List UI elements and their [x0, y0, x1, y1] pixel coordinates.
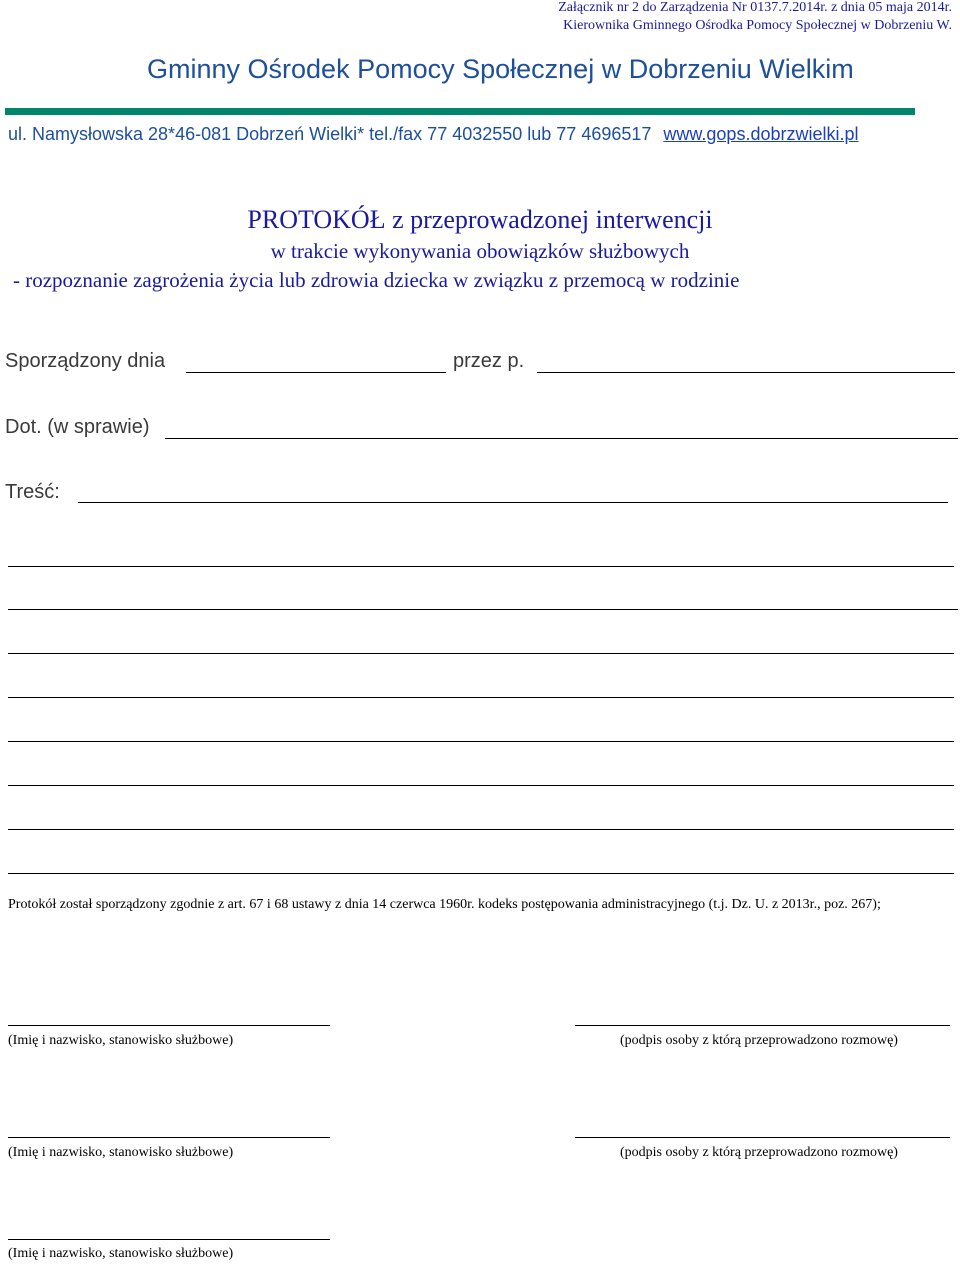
document-subtitle-2: - rozpoznanie zagrożenia życia lub zdrowia dziecka w związku z przemocą w rodzinie [13, 268, 740, 292]
official-signature-line[interactable] [8, 1137, 330, 1138]
prepared-date-label: Sporządzony dnia [5, 350, 166, 372]
header-divider [5, 108, 915, 115]
content-line[interactable] [8, 609, 958, 610]
website-link[interactable]: www.gops.dobrzwielki.pl [663, 124, 859, 144]
official-signature-caption: (Imię i nazwisko, stanowisko służbowe) [8, 1246, 234, 1261]
content-line[interactable] [8, 697, 954, 698]
prepared-by-field[interactable] [537, 372, 955, 373]
prepared-by-label: przez p. [453, 350, 525, 372]
content-line[interactable] [8, 873, 954, 874]
content-label: Treść: [5, 481, 60, 503]
organization-name: Gminny Ośrodek Pomocy Społecznej w Dobrzeniu Wielkim [147, 54, 854, 84]
address-text: ul. Namysłowska 28*46-081 Dobrzeń Wielki* tel./fax 77 4032550 lub 77 4696517 [8, 124, 652, 144]
document-title: PROTOKÓŁ z przeprowadzonej interwencji [247, 205, 713, 234]
official-signature-line[interactable] [8, 1239, 330, 1240]
annex-line-2: Kierownika Gminnego Ośrodka Pomocy Społecznej w Dobrzeniu W. [563, 18, 952, 33]
content-line[interactable] [8, 829, 954, 830]
regarding-label: Dot. (w sprawie) [5, 416, 150, 438]
address-line [8, 124, 859, 145]
content-line[interactable] [8, 566, 954, 567]
content-line[interactable] [8, 741, 954, 742]
content-line[interactable] [8, 785, 954, 786]
document-subtitle: w trakcie wykonywania obowiązków służbowych [270, 239, 690, 263]
prepared-date-field[interactable] [186, 372, 446, 373]
annex-line-1: Załącznik nr 2 do Zarządzenia Nr 0137.7.2014r. z dnia 05 maja 2014r. [558, 0, 952, 15]
official-signature-caption: (Imię i nazwisko, stanowisko służbowe) [8, 1033, 234, 1048]
official-signature-line[interactable] [8, 1025, 330, 1026]
interviewee-signature-line[interactable] [575, 1025, 950, 1026]
interviewee-signature-line[interactable] [575, 1137, 950, 1138]
official-signature-caption: (Imię i nazwisko, stanowisko służbowe) [8, 1145, 234, 1160]
interviewee-signature-caption: (podpis osoby z którą przeprowadzono rozmowę) [620, 1033, 898, 1048]
content-field[interactable] [78, 502, 948, 503]
regarding-field[interactable] [165, 438, 958, 439]
content-line[interactable] [8, 653, 954, 654]
legal-basis-note: Protokół został sporządzony zgodnie z art. 67 i 68 ustawy z dnia 14 czerwca 1960r. kodeks postępowania administracyjnego (t.j. Dz. U. z 2013r., poz. 267); [8, 897, 881, 912]
interviewee-signature-caption: (podpis osoby z którą przeprowadzono rozmowę) [620, 1145, 898, 1160]
